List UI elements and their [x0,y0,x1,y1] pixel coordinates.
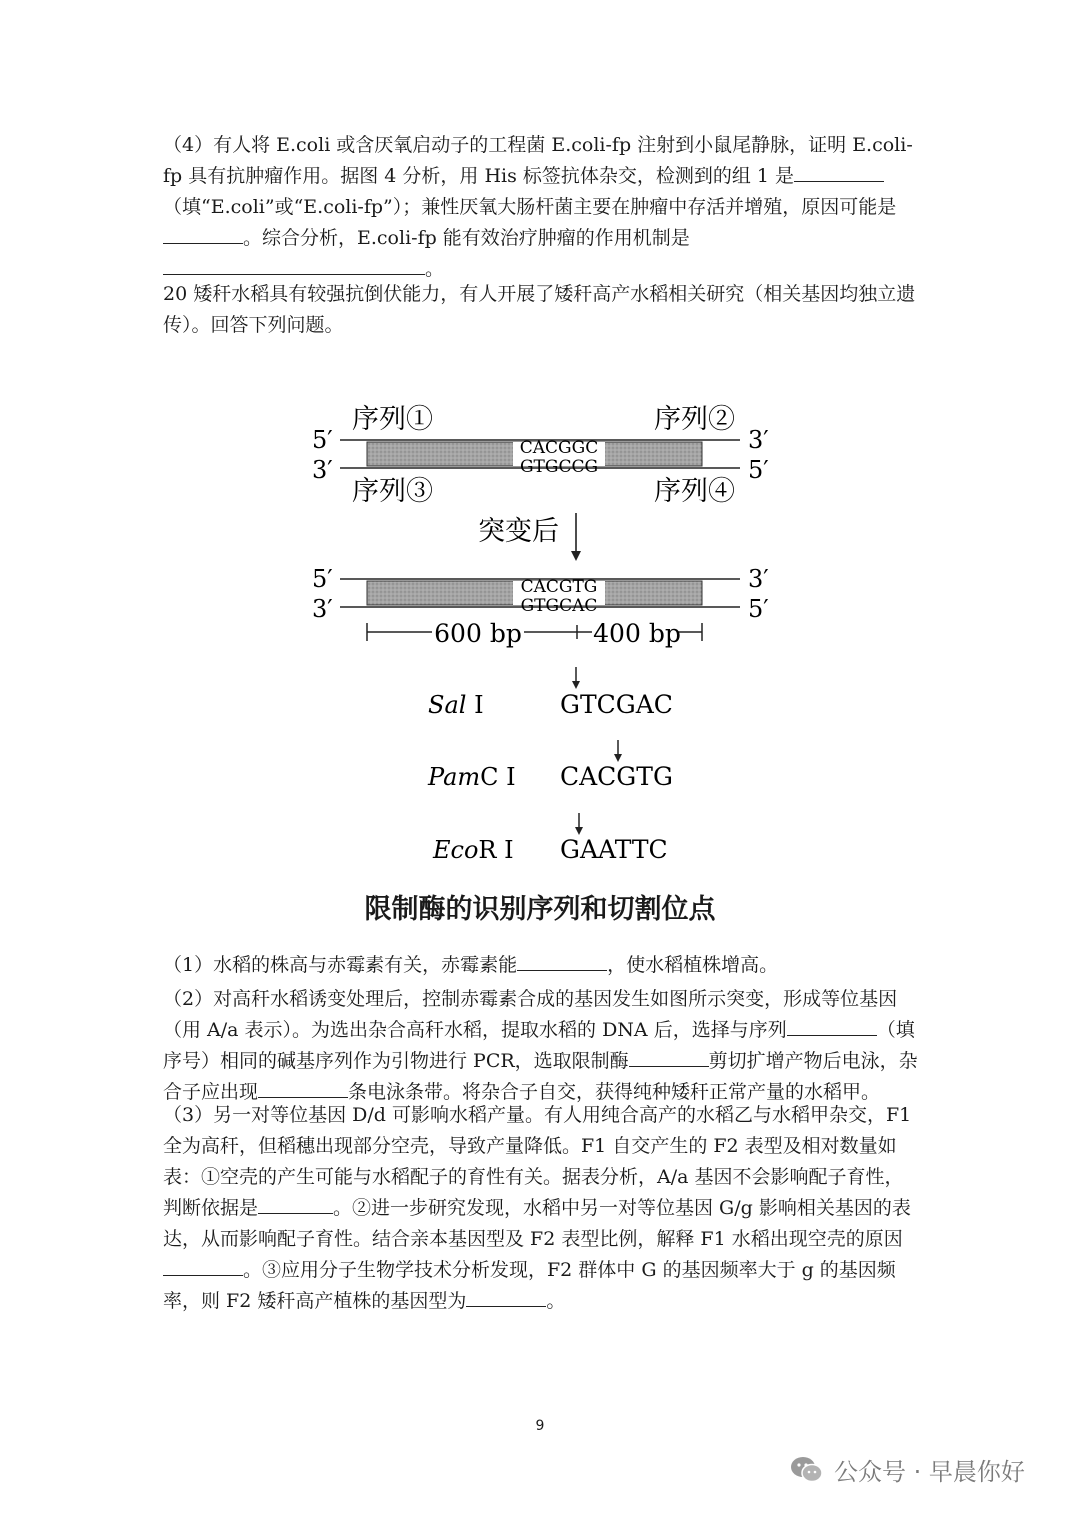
restriction-diagram [300,395,780,875]
q20-intro: 20 矮秆水稻具有较强抗倒伏能力，有人开展了矮秆高产水稻相关研究（相关基因均独立遗传）。回答下列问题。 [163,283,916,336]
answer-blank[interactable] [163,1255,243,1276]
answer-blank[interactable] [517,950,607,971]
watermark [790,1452,1025,1487]
answer-blank[interactable] [163,223,243,244]
q20-part2: （2）对高秆水稻诱变处理后，控制赤霉素合成的基因发生如图所示突变，形成等位基因（用 A/a 表示）。为选出杂合高秆水稻，提取水稻的 DNA 后，选择与序列 （填序号）相同的碱基序列作为引物进行 PCR，选取限制酶 剪切扩增产物后电泳，杂合子应出现 条电泳条带。将杂合子自交，获得纯种矮秆正常产量的水稻甲。 [163,988,918,1103]
answer-blank[interactable] [466,1286,546,1307]
enzyme-site: GTCGAC [560,690,673,719]
enzyme-name: Sal I [428,691,484,719]
enzyme-name: EcoR I [433,836,514,864]
length-left: 600 bp [434,619,522,648]
five-prime-label: 5′ [748,595,769,623]
wechat-icon [790,1455,824,1485]
enzyme-name: PamC I [428,763,516,791]
five-prime-label: 5′ [312,426,333,454]
q20-part3: （3）另一对等位基因 D/d 可影响水稻产量。有人用纯合高产的水稻乙与水稻甲杂交，F1 全为高秆，但稻穗出现部分空壳，导致产量降低。F1 自交产生的 F2 表型及相对数量如表：①空壳的产生可能与水稻配子的育性有关。据表分析，A/a 基因不会影响配子育性，判断依据是 。②进一步研究发现，水稻中另一对等位基因 G/g 影响相关基因的表达，从而影响配子育性。结合亲本基因型及 F2 表型比例，解释 F1 水稻出现空壳的原因。③应用分子生物学技术分析发现，F2 群体中 G 的基因频率大于 g 的基因频率，则 F2 矮秆高产植株的基因型为 。 [163,1104,912,1312]
three-prime-label: 3′ [312,456,333,484]
q19-part4: （4）有人将 E.coli 或含厌氧启动子的工程菌 E.coli-fp 注射到小鼠尾静脉，证明 E.coli-fp 具有抗肿瘤作用。据图 4 分析，用 His 标签抗体杂交，检测到的组 1 是（填“E.coli”或“E.coli-fp”）；兼性厌氧大肠杆菌主要在肿瘤中存活并增殖，原因可能是。综合分析，E.coli-fp 能有效治疗肿瘤的作用机制是。 [163,134,913,280]
answer-blank[interactable] [629,1046,709,1067]
answer-blank[interactable] [258,1193,333,1214]
seq3-label: 序列③ [352,476,433,507]
answer-blank[interactable] [163,254,425,275]
five-prime-label: 5′ [748,456,769,484]
enzyme-site: GAATTC [560,835,668,864]
bottom-strand-seq: GTGCAC [520,596,598,616]
watermark-text: 公众号 · 早晨你好 [834,1458,1025,1486]
three-prime-label: 3′ [748,426,769,454]
top-strand-seq: CACGTG [520,577,598,597]
seq2-label: 序列② [654,404,735,435]
length-right: 400 bp [593,619,681,648]
seq1-label: 序列① [352,404,433,435]
page-number: 9 [535,1418,545,1434]
top-strand-seq: CACGGC [519,438,599,458]
five-prime-label: 5′ [312,565,333,593]
answer-blank[interactable] [258,1077,348,1098]
enzyme-site: CACGTG [560,762,673,791]
three-prime-label: 3′ [748,565,769,593]
bottom-strand-seq: GTGCCG [519,457,599,477]
answer-blank[interactable] [787,1015,877,1036]
three-prime-label: 3′ [312,595,333,623]
diagram-caption: 限制酶的识别序列和切割位点 [364,894,716,925]
mutation-label: 突变后 [478,516,559,547]
answer-blank[interactable] [794,161,884,182]
seq4-label: 序列④ [654,476,735,507]
q20-part1: （1）水稻的株高与赤霉素有关，赤霉素能 ，使水稻植株增高。 [163,950,919,981]
